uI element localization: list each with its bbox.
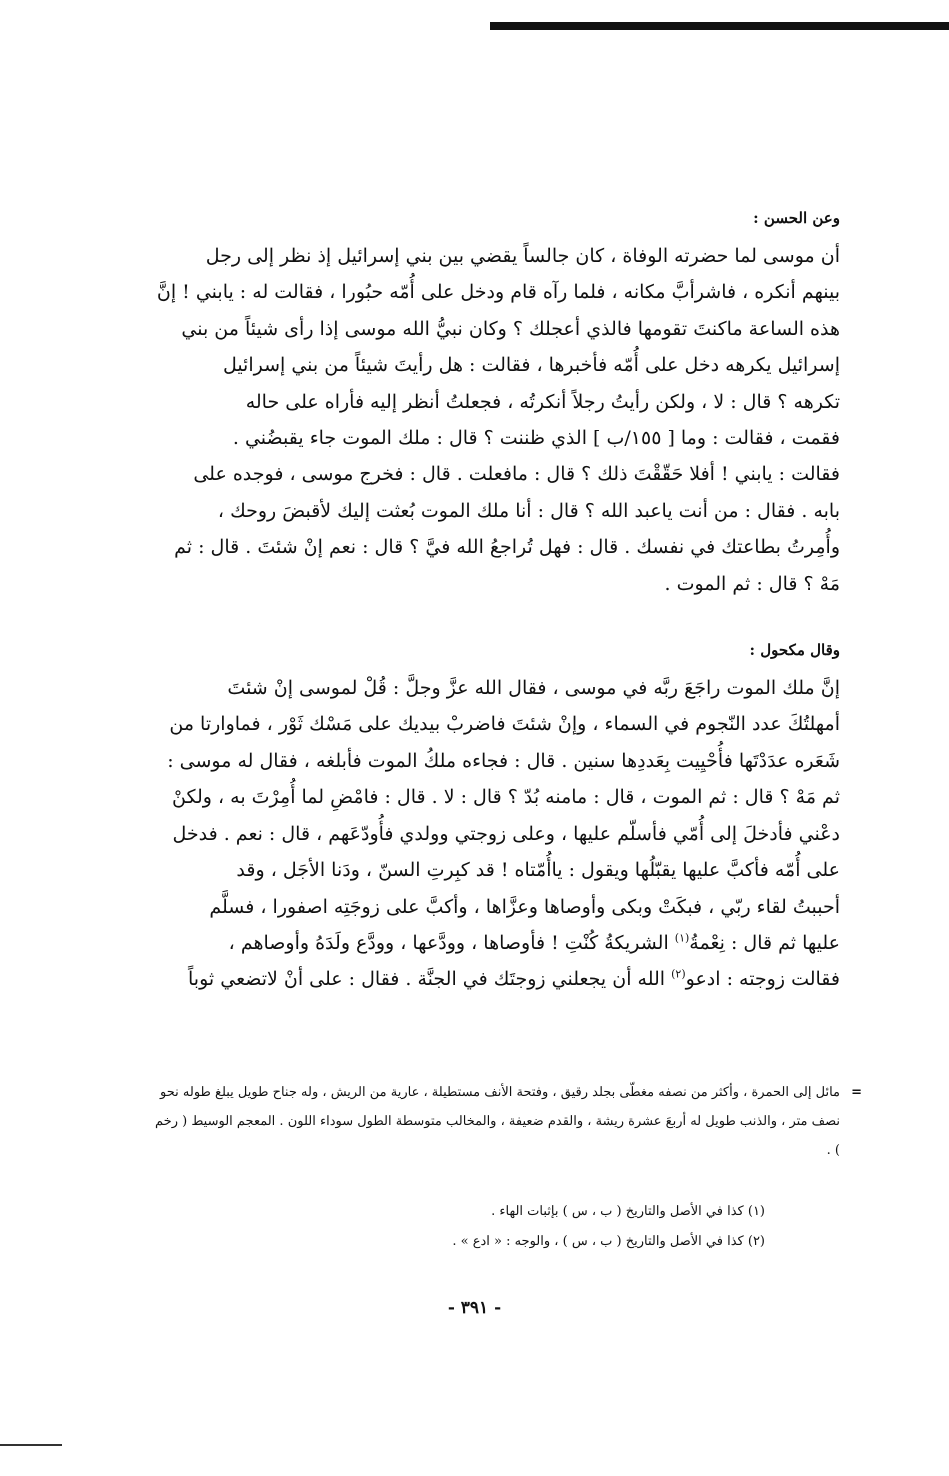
text-line: على أُمّه فأكبَّ عليها يقبّلُها ويقول : ياأُمّتاه ! قد كبِرتِ السنّ ، ودَنا الأجَل ، وقد [236, 859, 840, 882]
text-segment: الشريكةُ كُنْتِ ! فأوصاها ، وودَّعها ، وودَّع ولَدَهُ وأوصاهم ، [228, 931, 669, 954]
text-line: أحببتُ لقاء ربّي ، فبكَتْ وبكى وأوصاها وعزَّاها ، وأكبَّ على زوجَتِه اصفورا ، فسلَّم [209, 895, 840, 918]
text-line: أن موسى لما حضرته الوفاة ، كان جالساً يقضي بين بني إسرائيل إذ نظر إلى رجل [205, 245, 840, 267]
text-segment: عليها ثم قال : نِعْمةُ [689, 931, 840, 954]
footnote-continuation [150, 1078, 862, 1165]
section-body-hasan [150, 238, 840, 602]
footnote-ref-2: (٢) [671, 967, 686, 981]
text-line: ثم مَهْ ؟ قال : ثم الموت ، قال : مامنه بُدّ ؟ قال : لا . قال : فامْضِ لما أُمِرْتَ به ، ولكنْ [172, 786, 840, 809]
text-line: وأُمِرتُ بطاعتك في نفسك . قال : فهل تُراجعُ الله فيَّ ؟ قال : نعم إنْ شئتَ . قال : ثم [174, 536, 840, 559]
footnotes [150, 1078, 862, 1257]
section-body-makhul [150, 670, 840, 998]
text-line: شَعَره عدَدْتَها فأُحْيِيت بِعَددِها سنين . قال : فجاءه ملكُ الموت فأبلغه ، فقال له موسى : [167, 749, 840, 772]
top-rule [490, 22, 949, 30]
footnote-2: (٢) كذا في الأصل والتاريخ ( ب ، س ) ، والوجه : « ادع » . [452, 1234, 765, 1249]
text-segment: الله أن يجعلني زوجتَك في الجنَّة . فقال : على أنْ لاتضعي ثوباً [188, 968, 666, 991]
footnote-continuation-text: مائل إلى الحمرة ، وأكثر من نصفه مغطّى بجلد رقيق ، وفتحة الأنف مستطيلة ، عارية من الريش ، وله جناح طويل يبلغ طوله نحو نصف متر ، والذنب طويل له أربعَ عشرة ريشة ، والقدم ضعيفة ، والمخالب متوسطة الطول سوداء اللون . المعجم الوسيط ( رخم ) . [155, 1085, 840, 1158]
text-line: أمهلتُكَ عدد النّجوم في السماء ، وإنْ شئتَ فاضربْ بيديك على مَسْك ثَوْر ، فماوارتا من [169, 713, 840, 736]
text-line: بابه . فقال : من أنت ياعبد الله ؟ قال : أنا ملك الموت بُعثت إليك لأقبضَ روحك ، [217, 499, 840, 522]
section-heading-hasan: وعن الحسن : [753, 209, 840, 227]
footnote-list [150, 1197, 840, 1257]
footnote-1: (١) كذا في الأصل والتاريخ ( ب ، س ) بإثبات الهاء . [491, 1204, 765, 1219]
continuation-marker: = [851, 1085, 862, 1100]
text-line: إنَّ ملك الموت راجَعَ ربَّه في موسى ، فقال الله عزَّ وجلَّ : قُلْ لموسى إنْ شئتَ [227, 677, 840, 700]
text-line: مَهْ ؟ قال : ثم الموت . [664, 572, 840, 595]
footnote-ref-1: (١) [674, 931, 690, 945]
text-line: تكرهه ؟ قال : لا ، ولكن رأيتُ رجلاً أنكرتُه ، فجعلتُ أنظر إليه فأراه على حاله [245, 390, 840, 413]
text-line [150, 961, 840, 997]
text-line [150, 925, 840, 961]
bottom-rule [0, 1444, 62, 1446]
text-line: هذه الساعة ماكنتَ تقومها فالذي أعجلك ؟ وكان نبيُّ الله موسى إذا رأى شيئاً من بني [181, 317, 840, 340]
text-line: فقمت ، فقالت : وما [ ١٥٥/ب ] الذي ظننت ؟ قال : ملك الموت جاء يقبضُني . [232, 427, 840, 450]
text-line: فقالت : يابني ! أفلا حَقّقْتَ ذلك ؟ قال : مافعلت . قال : فخرج موسى ، فوجده على [193, 463, 840, 486]
text-line: بينهم أنكره ، فاشرأبَّ مكانه ، فلما رآه قام ودخل على أُمّه حبُورا ، فقالت له : يابني ! إنَّ [156, 281, 840, 304]
page-number: - ٣٩١ - [447, 1298, 502, 1318]
section-heading-makhul: وقال مكحول : [749, 641, 840, 660]
text-line: دعْني فأدخلَ إلى أُمّي فأسلّم عليها ، وعلى زوجتي وولدي فأُودّعَهم ، قال : نعم . فدخل [172, 822, 840, 845]
text-line: إسرائيل يكرهه دخل على أُمّه فأخبرها ، فقالت : هل رأيتَ شيئاً من بني إسرائيل [222, 354, 840, 377]
main-text [150, 208, 840, 998]
text-segment: فقالت زوجته : ادعو [685, 968, 840, 991]
